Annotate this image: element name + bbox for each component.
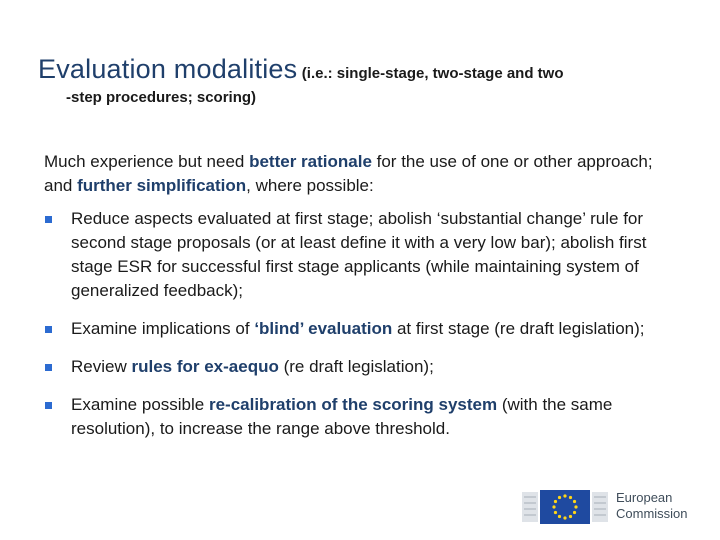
bullet-4-text-2: (with the same resolution), to increase the range above threshold. [71, 395, 613, 438]
flag-star [569, 496, 572, 499]
flag-star [554, 511, 557, 514]
bullet-3-highlight: rules for ex-aequo [131, 357, 279, 376]
bullet-item-2 [44, 317, 684, 341]
flag-star [563, 494, 566, 497]
intro-highlight-2: further simplification [77, 176, 247, 195]
flag-star [573, 511, 576, 514]
square-bullet-icon [45, 216, 52, 223]
bullet-2-highlight: ‘blind’ evaluation [254, 319, 393, 338]
flag-star [558, 515, 561, 518]
bullet-4-highlight: re-calibration of the scoring system [208, 395, 498, 414]
bullet-item-4 [44, 393, 684, 441]
title-subtitle-part2: -step procedures; scoring) [66, 89, 257, 106]
intro-text-1: Much experience but need [44, 152, 250, 171]
square-bullet-icon [45, 326, 52, 333]
ec-emblem-icon [520, 486, 610, 526]
logo-text [616, 490, 688, 522]
slide-title [38, 54, 698, 106]
square-bullet-icon [45, 364, 52, 371]
logo-text-line1: European [616, 490, 673, 505]
bullet-3-text-1: Review [71, 357, 132, 376]
bullet-item-3 [44, 355, 684, 379]
intro-text-2: for the use of one or other approach; and [44, 152, 653, 195]
bullet-3-text-2: (re draft legislation); [278, 357, 434, 376]
flag-star [574, 505, 577, 508]
logo-text-line2: Commission [616, 506, 688, 521]
intro-highlight-1: better rationale [249, 152, 372, 171]
title-main: Evaluation modalities [38, 54, 298, 84]
flag-star [554, 500, 557, 503]
flag-star [552, 505, 555, 508]
flag-star [569, 515, 572, 518]
flag-star [558, 496, 561, 499]
flag-star [563, 516, 566, 519]
bullet-2-text-1: Examine implications of [71, 319, 255, 338]
flag-star [573, 500, 576, 503]
square-bullet-icon [45, 402, 52, 409]
bullet-2-text-2: at first stage (re draft legislation); [392, 319, 645, 338]
intro-paragraph [44, 150, 684, 198]
bullet-4-text-1: Examine possible [71, 395, 209, 414]
bullet-list [44, 207, 684, 441]
bullet-1-text: Reduce aspects evaluated at first stage; abolish ‘substantial change’ rule for second stage proposals (or at least define it with a very low bar); abolish first stage ESR for successful first stage applicants (while maintaining system of generalized feedback); [71, 209, 647, 300]
european-commission-logo [520, 486, 700, 526]
bullet-item-1 [44, 207, 684, 303]
title-subtitle-part1: (i.e.: single-stage, two-stage and two [301, 65, 564, 82]
intro-text-3: , where possible: [246, 176, 374, 195]
